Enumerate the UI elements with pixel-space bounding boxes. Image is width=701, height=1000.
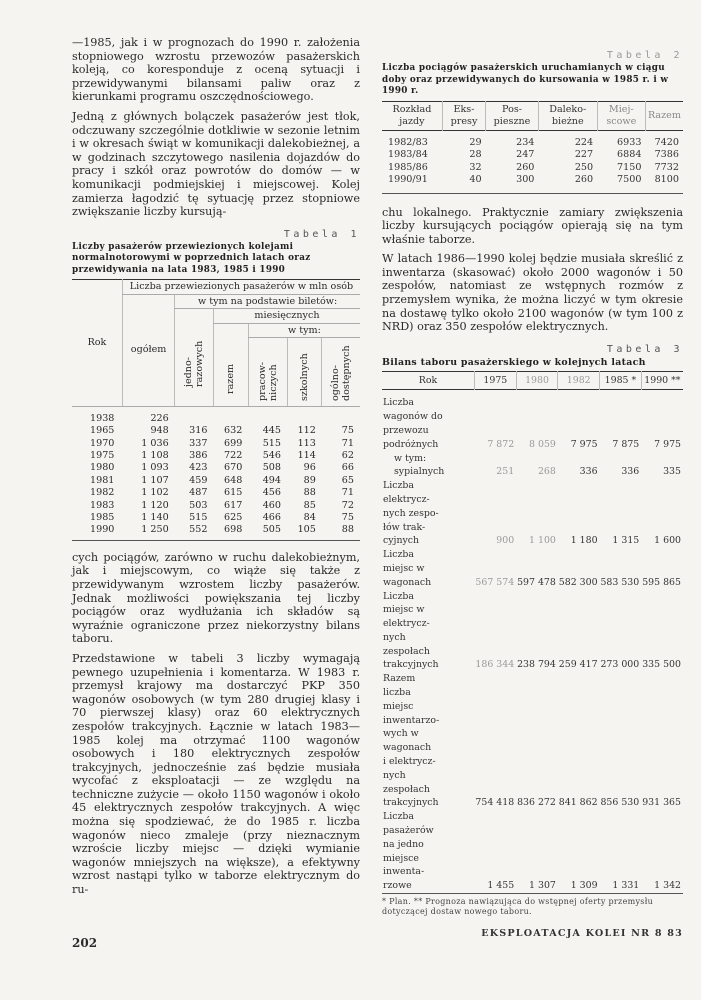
- table-2: [382, 50, 683, 194]
- table-row: [382, 390, 683, 452]
- header-pracowniczych-cell: [248, 338, 287, 407]
- header-ogolnodostepnych-cell: [322, 338, 360, 407]
- cell-jednorazowych: 552: [189, 524, 208, 536]
- table-cell: 754 418: [475, 797, 515, 809]
- cell-pracowniczych: [248, 406, 287, 425]
- table-footnote: * Plan. ** Prognoza nawiązująca do wstępnej oferty przemysłu dotyczącej dostaw nowego taboru.: [382, 897, 654, 917]
- table-cell: 300: [516, 174, 535, 185]
- cell-rok: 1970: [90, 437, 115, 449]
- cell-pracowniczych: 445: [262, 425, 282, 437]
- table-cell: 1985/86: [388, 161, 428, 173]
- cell-jednorazowych: 487: [189, 487, 208, 499]
- paragraph: cych pociągów, zarówno w ruchu dalekobieżnym, jak i miejscowym, co wiąże się także z przewidywanym wzrostem liczby pasażerów. Jednak możliwości powiększania tej liczby pociągów oraz wydłużania ich składów są wyraźnie ograniczone przez niekorzystny bilans taboru.: [72, 550, 360, 646]
- table-cell: 856 530: [600, 797, 640, 809]
- header-szkolnych-cell: [287, 338, 322, 407]
- cell-rok: 1938: [90, 412, 115, 424]
- table-row: [72, 500, 360, 512]
- header-razem: razem: [225, 363, 237, 394]
- table-cell: 28: [469, 149, 482, 160]
- cell-pracowniczych: 466: [262, 511, 282, 523]
- table-cell: 7 975: [570, 438, 598, 450]
- header-ogolem: ogółem: [122, 294, 174, 406]
- cell-razem: 615: [224, 487, 243, 499]
- cell-szkolnych: 85: [303, 499, 316, 511]
- table-cell: 336: [621, 466, 640, 478]
- cell-razem: 722: [224, 449, 243, 461]
- cell-razem: 699: [224, 437, 243, 449]
- table-row: [72, 462, 360, 474]
- table-row: [72, 438, 360, 450]
- row-label: Liczba miejsc w wagonach: [383, 549, 432, 588]
- header-rok: Rok: [72, 280, 122, 407]
- header-szkolnych: szkolnych: [298, 353, 310, 402]
- header-cell: 1980: [516, 372, 558, 390]
- header-cell: Rozkład jazdy: [392, 103, 432, 127]
- cell-razem: 617: [224, 499, 243, 511]
- table-cell: 260: [574, 174, 594, 185]
- table-cell: 1 600: [654, 535, 681, 547]
- row-label: Liczba miejsc w elektrycz- nych zespołach trakcyjnych: [383, 590, 439, 671]
- cell-szkolnych: 88: [303, 487, 316, 499]
- table-cell: 224: [574, 136, 594, 148]
- header-cell: Miej- scowe: [597, 101, 645, 130]
- table-cell: 335: [663, 466, 681, 478]
- trains-table: [382, 101, 683, 194]
- table-cell: 1983/84: [388, 149, 428, 160]
- header-group: Liczba przewiezionych pasażerów w mln osób: [122, 280, 360, 295]
- table-cell: 251: [496, 466, 515, 478]
- cell-pracowniczych: 460: [262, 499, 282, 511]
- table-cell: 7150: [617, 161, 642, 173]
- header-pracowniczych: pracow- niczych: [256, 362, 279, 402]
- table-body: [382, 390, 683, 894]
- header-cell: 1982: [558, 372, 600, 390]
- cell-ogolem: 1 036: [141, 437, 169, 449]
- cell-rok: 1975: [90, 449, 115, 461]
- cell-rok: 1985: [90, 511, 115, 523]
- table-cell: 7386: [654, 149, 679, 160]
- table-label: Tabela 1: [283, 228, 360, 240]
- table-cell: 32: [469, 161, 482, 173]
- paragraph: W latach 1986—1990 kolej będzie musiała skreślić z inwentarza (skasować) około 2000 wagonów i 50 zespołów, natomiast ze wstępnych rozmów z przemysłem wynika, że można liczyć w tym okresie na dostawę tylko około 2100 wagonów (w tym 100 z NRD) oraz 350 zespołów elektrycznych.: [382, 252, 683, 334]
- header-jednorazowych: jedno- razowych: [183, 340, 206, 387]
- table-cell: 1 315: [612, 535, 640, 547]
- table-cell: 7420: [654, 136, 679, 148]
- header-cell: Eks- presy: [442, 101, 485, 130]
- table-1: [72, 229, 360, 541]
- cell-pracowniczych: 505: [262, 524, 282, 536]
- table-label: Tabela 2: [606, 50, 683, 61]
- header-cell: Rok: [418, 375, 438, 387]
- table-cell: 6933: [617, 136, 642, 148]
- table-cell: 273 000: [600, 659, 640, 671]
- header-na-podstawie: w tym na podstawie biletów:: [175, 294, 360, 309]
- cell-razem: 625: [224, 511, 243, 523]
- table-cell: 1 455: [487, 880, 515, 892]
- cell-szkolnych: 114: [297, 449, 316, 461]
- header-cell: 1985 *: [600, 372, 642, 390]
- cell-ogolem: 1 108: [141, 449, 169, 461]
- cell-jednorazowych: 503: [189, 499, 208, 511]
- cell-pracowniczych: 546: [262, 449, 282, 461]
- cell-szkolnych: 84: [303, 511, 316, 523]
- table-caption: Bilans taboru pasażerskiego w kolejnych latach: [382, 356, 646, 368]
- header-jednorazowych-cell: [175, 309, 214, 407]
- cell-pracowniczych: 508: [262, 462, 282, 474]
- row-label: Liczba wagonów do przewozu podróżnych: [383, 397, 443, 450]
- journal-name: EKSPLOATACJA KOLEI NR 8 83: [481, 928, 683, 939]
- cell-razem: 698: [224, 524, 243, 536]
- header-ogolnodostepnych: ogólno- dostępnych: [330, 345, 353, 402]
- table-row: [382, 452, 683, 480]
- table-cell: 595 865: [642, 576, 681, 588]
- table-row: [382, 130, 683, 149]
- table-body: [382, 130, 683, 193]
- table-cell: 7 975: [654, 438, 681, 450]
- cell-szkolnych: 105: [297, 524, 316, 536]
- table-cell: 582 300: [558, 576, 598, 588]
- table-cell: 1 331: [612, 880, 640, 892]
- table-cell: 247: [516, 149, 535, 160]
- cell-ogolem: 1 120: [141, 499, 169, 511]
- table-cell: 29: [469, 136, 482, 148]
- header-cell: Daleko- bieżne: [538, 101, 597, 130]
- table-cell: 238 794: [517, 659, 556, 671]
- left-column: [72, 36, 360, 903]
- table-cell: 583 530: [600, 576, 640, 588]
- table-caption: Liczby pasażerów przewiezionych kolejami normalnotorowymi w poprzednich latach oraz przewidywania na lata 1983, 1985 i 1990: [72, 241, 311, 275]
- table-cell: 7500: [617, 174, 642, 185]
- table-cell: 836 272: [517, 797, 556, 809]
- cell-ogolnodostepnych: 75: [341, 511, 354, 523]
- table-cell: 250: [574, 161, 594, 173]
- rolling-stock-table: [382, 371, 683, 894]
- table-cell: 7732: [654, 161, 679, 173]
- cell-ogolem: 1 250: [141, 524, 169, 536]
- header-cell: Razem: [645, 101, 683, 130]
- table-cell: 268: [537, 466, 556, 478]
- cell-pracowniczych: 494: [262, 474, 282, 486]
- paragraph: Przedstawione w tabeli 3 liczby wymagają pewnego uzupełnienia i komentarza. W 1983 r. przemysł krajowy ma dostarczyć PKP 350 wagonów osobowych (w tym 280 drugiej klasy i 70 pierwszej klasy) oraz 60 elektrycznych zespołów trakcyjnych. Łącznie w latach 1983—1985 kolej ma otrzymać 1100 wagonów osobowych i 180 elektrycznych zespołów trakcyjnych, jednocześnie zaś będzie musiała wycofać z eksploatacji — ze względu na techniczne zużycie — około 1150 wagonów i około 45 elektrycznych zespołów trakcyjnych. A więc można się spodziewać, że do 1985 r. liczba wagonów nieco zmaleje (przy nieznacznym wzroście liczby miejsc — dzięki wymianie wagonów mniejszych na większe), a efektywny wzrost nastąpi tylko w taborze elektrycznym do ru-: [72, 651, 360, 897]
- table-cell: 6884: [617, 149, 642, 160]
- table-cell: 7 875: [612, 438, 640, 450]
- cell-jednorazowych: 386: [189, 449, 208, 461]
- table-cell: 931 365: [642, 797, 681, 809]
- row-label: Liczba elektrycz- nych zespo- łów trak- cyjnych: [383, 480, 439, 547]
- table-row: [382, 548, 683, 589]
- cell-razem: 632: [224, 425, 243, 437]
- table-cell: 7 872: [487, 438, 515, 450]
- table-cell: 1 180: [570, 535, 598, 547]
- cell-jednorazowych: 459: [189, 474, 208, 486]
- cell-jednorazowych: 337: [189, 437, 208, 449]
- table-caption: Liczba pociągów pasażerskich uruchamianych w ciągu doby oraz przewidywanych do kursowania w 1985 r. i w 1990 r.: [382, 63, 669, 96]
- row-label: Liczba pasażerów na jedno miejsce inwenta- rzowe: [383, 811, 434, 892]
- table-row: [382, 479, 683, 548]
- table-row: [72, 524, 360, 540]
- table-cell: 1 307: [529, 880, 556, 892]
- table-header-row: [382, 101, 683, 130]
- cell-ogolnodostepnych: 66: [341, 462, 354, 474]
- cell-rok: 1981: [90, 474, 115, 486]
- cell-jednorazowych: [175, 406, 214, 425]
- cell-ogolnodostepnych: 62: [341, 449, 354, 461]
- table-cell: 1 100: [529, 535, 556, 547]
- table-cell: 8100: [654, 174, 679, 185]
- table-row: [382, 174, 683, 193]
- table-row: [72, 450, 360, 462]
- cell-ogolnodostepnych: [322, 406, 360, 425]
- table-row: [382, 590, 683, 673]
- cell-rok: 1965: [90, 425, 115, 437]
- table-cell: 40: [469, 174, 482, 185]
- table-row: [382, 162, 683, 175]
- cell-rok: 1983: [90, 499, 115, 511]
- table-cell: 900: [496, 535, 515, 547]
- table-cell: 1982/83: [388, 136, 428, 148]
- cell-ogolem: 1 093: [141, 462, 169, 474]
- table-cell: 336: [579, 466, 598, 478]
- table-cell: 234: [516, 136, 535, 148]
- table-cell: 8 059: [529, 438, 556, 450]
- right-column: [382, 50, 683, 917]
- table-cell: 567 574: [475, 576, 515, 588]
- header-cell: 1975: [475, 372, 517, 390]
- cell-szkolnych: 89: [303, 474, 316, 486]
- table-row: [72, 406, 360, 425]
- cell-szkolnych: 96: [303, 462, 316, 474]
- table-row: [72, 425, 360, 437]
- cell-rok: 1990: [90, 524, 115, 536]
- cell-ogolnodostepnych: 88: [341, 524, 354, 536]
- cell-ogolnodostepnych: 71: [341, 487, 354, 499]
- cell-ogolem: 948: [150, 425, 169, 437]
- cell-razem: 648: [224, 474, 243, 486]
- table-3: [382, 344, 683, 917]
- cell-rok: 1982: [90, 487, 115, 499]
- table-cell: 841 862: [558, 797, 598, 809]
- table-cell: 259 417: [558, 659, 598, 671]
- cell-razem: [213, 406, 248, 425]
- row-label: w tym: sypialnych: [394, 452, 445, 478]
- page-number: 202: [72, 936, 98, 950]
- cell-ogolnodostepnych: 75: [341, 425, 354, 437]
- cell-ogolnodostepnych: 65: [341, 474, 354, 486]
- table-cell: 1 342: [654, 880, 681, 892]
- header-miesiecznych: miesięcznych: [213, 309, 360, 324]
- header-cell: 1990 **: [641, 372, 683, 390]
- cell-jednorazowych: 515: [189, 511, 208, 523]
- cell-ogolnodostepnych: 71: [341, 437, 354, 449]
- paragraph: Jedną z głównych bolączek pasażerów jest tłok, odczuwany szczególnie dotkliwie w sezonie letnim i w okresach świąt w komunikacji dalekobieżnej, a w godzinach szczytowego nasilenia dojazdów do pracy i szkół oraz powrotów do domów — w komunikacji podmiejskiej i miejscowej. Kolej zamierza łagodzić tę sytuację przez stopniowe zwiększanie liczby kursują-: [72, 109, 360, 219]
- paragraph: —1985, jak i w prognozach do 1990 r. założenia stopniowego wzrostu przewozów pasażerskich koleją, co koresponduje z oceną sytuacji i przewidywanymi bilansami paliw oraz z kierunkami programu oszczędnościowego.: [72, 36, 360, 104]
- table-body: [72, 406, 360, 540]
- cell-szkolnych: [287, 406, 322, 425]
- table-row: [382, 672, 683, 810]
- cell-jednorazowych: 423: [189, 462, 208, 474]
- header-razem-cell: [213, 323, 248, 406]
- cell-ogolem: 1 107: [141, 474, 169, 486]
- cell-pracowniczych: 456: [262, 487, 282, 499]
- table-cell: 1 309: [570, 880, 598, 892]
- cell-jednorazowych: 316: [189, 425, 208, 437]
- table-header-row: [382, 372, 683, 390]
- cell-pracowniczych: 515: [262, 437, 282, 449]
- header-w-tym: w tym:: [248, 323, 360, 338]
- table-row: [72, 512, 360, 524]
- paragraph: chu lokalnego. Praktycznie zamiary zwiększenia liczby kursujących pociągów opierają się na tym właśnie taborze.: [382, 205, 683, 246]
- cell-ogolem: 1 102: [141, 487, 169, 499]
- table-row: [72, 487, 360, 499]
- cell-rok: 1980: [90, 462, 115, 474]
- cell-ogolnodostepnych: 72: [341, 499, 354, 511]
- table-row: [382, 810, 683, 893]
- table-cell: 335 500: [642, 659, 681, 671]
- passengers-table: [72, 279, 360, 541]
- cell-razem: 670: [224, 462, 243, 474]
- table-row: [382, 149, 683, 162]
- header-cell: Pos- pieszne: [486, 101, 539, 130]
- cell-szkolnych: 112: [297, 425, 316, 437]
- table-cell: 227: [574, 149, 594, 160]
- table-label: Tabela 3: [606, 343, 683, 355]
- table-cell: 1990/91: [388, 174, 428, 185]
- cell-szkolnych: 113: [297, 437, 316, 449]
- table-cell: 186 344: [475, 659, 515, 671]
- cell-ogolem: 1 140: [141, 511, 169, 523]
- table-cell: 260: [516, 161, 535, 173]
- table-row: [72, 475, 360, 487]
- table-cell: 597 478: [517, 576, 556, 588]
- cell-ogolem: 226: [150, 412, 169, 424]
- row-label: Razem liczba miejsc inwentarzo- wych w wagonach i elektrycz- nych zespołach trakcyjnych: [383, 673, 440, 809]
